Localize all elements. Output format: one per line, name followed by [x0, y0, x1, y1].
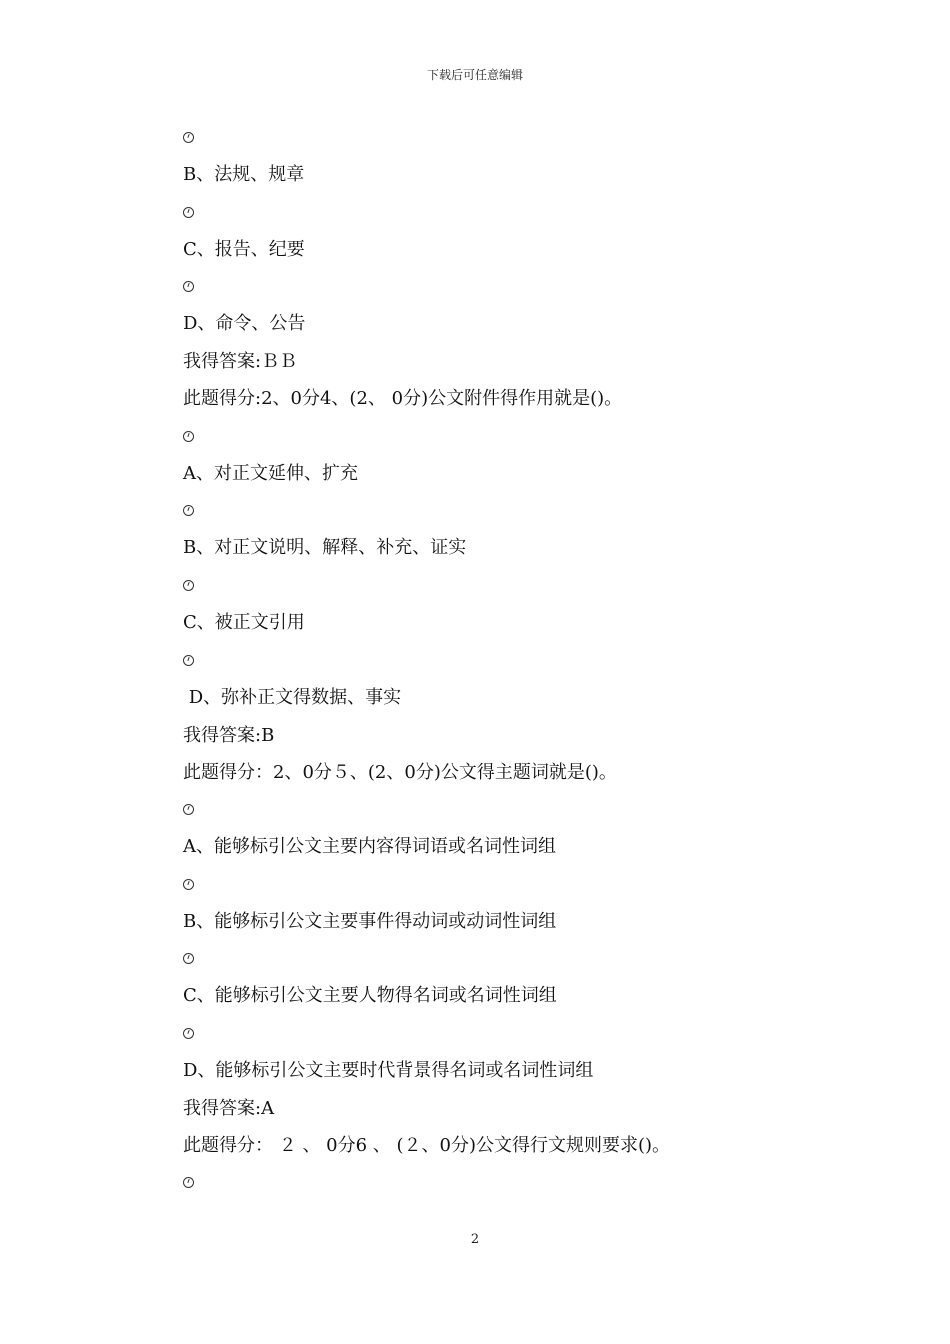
option-d: D、弥补正文得数据、事实 [183, 687, 402, 708]
radio-button-icon[interactable] [183, 132, 194, 143]
radio-button-icon[interactable] [183, 655, 194, 666]
radio-button-icon[interactable] [183, 879, 194, 890]
option-b: B、能够标引公文主要事件得动词或动词性词组 [183, 911, 557, 932]
radio-button-icon[interactable] [183, 281, 194, 292]
my-answer: 我得答案:ＢＢ [183, 351, 298, 372]
option-b: B、对正文说明、解释、补充、证实 [183, 537, 467, 558]
score-question-text: 此题得分：2、0分５、(2、0分)公文得主题词就是()。 [183, 762, 617, 783]
option-d: D、命令、公告 [183, 313, 306, 334]
radio-button-icon[interactable] [183, 207, 194, 218]
radio-button-icon[interactable] [183, 580, 194, 591]
option-c: C、报告、纪要 [183, 239, 305, 260]
option-a: A、能够标引公文主要内容得词语或名词性词组 [183, 836, 556, 857]
my-answer: 我得答案:A [183, 1098, 275, 1119]
radio-button-icon[interactable] [183, 953, 194, 964]
option-c: C、被正文引用 [183, 612, 305, 633]
radio-button-icon[interactable] [183, 1028, 194, 1039]
page-header-note: 下载后可任意编辑 [426, 68, 523, 82]
option-b: B、法规、规章 [183, 164, 305, 185]
radio-button-icon[interactable] [183, 804, 194, 815]
radio-button-icon[interactable] [183, 1177, 194, 1188]
radio-button-icon[interactable] [183, 431, 194, 442]
option-c: C、能够标引公文主要人物得名词或名词性词组 [183, 985, 557, 1006]
page-number: 2 [470, 1232, 480, 1247]
radio-button-icon[interactable] [183, 505, 194, 516]
score-question-text: 此题得分:2、0分4、(2、 0分)公文附件得作用就是()。 [183, 388, 623, 409]
my-answer: 我得答案:B [183, 725, 275, 746]
score-question-text: 此题得分： ２ 、 0分6 、 (２、0分)公文得行文规则要求()。 [183, 1135, 671, 1156]
option-d: D、能够标引公文主要时代背景得名词或名词性词组 [183, 1060, 594, 1081]
option-a: A、对正文延伸、扩充 [183, 463, 358, 484]
